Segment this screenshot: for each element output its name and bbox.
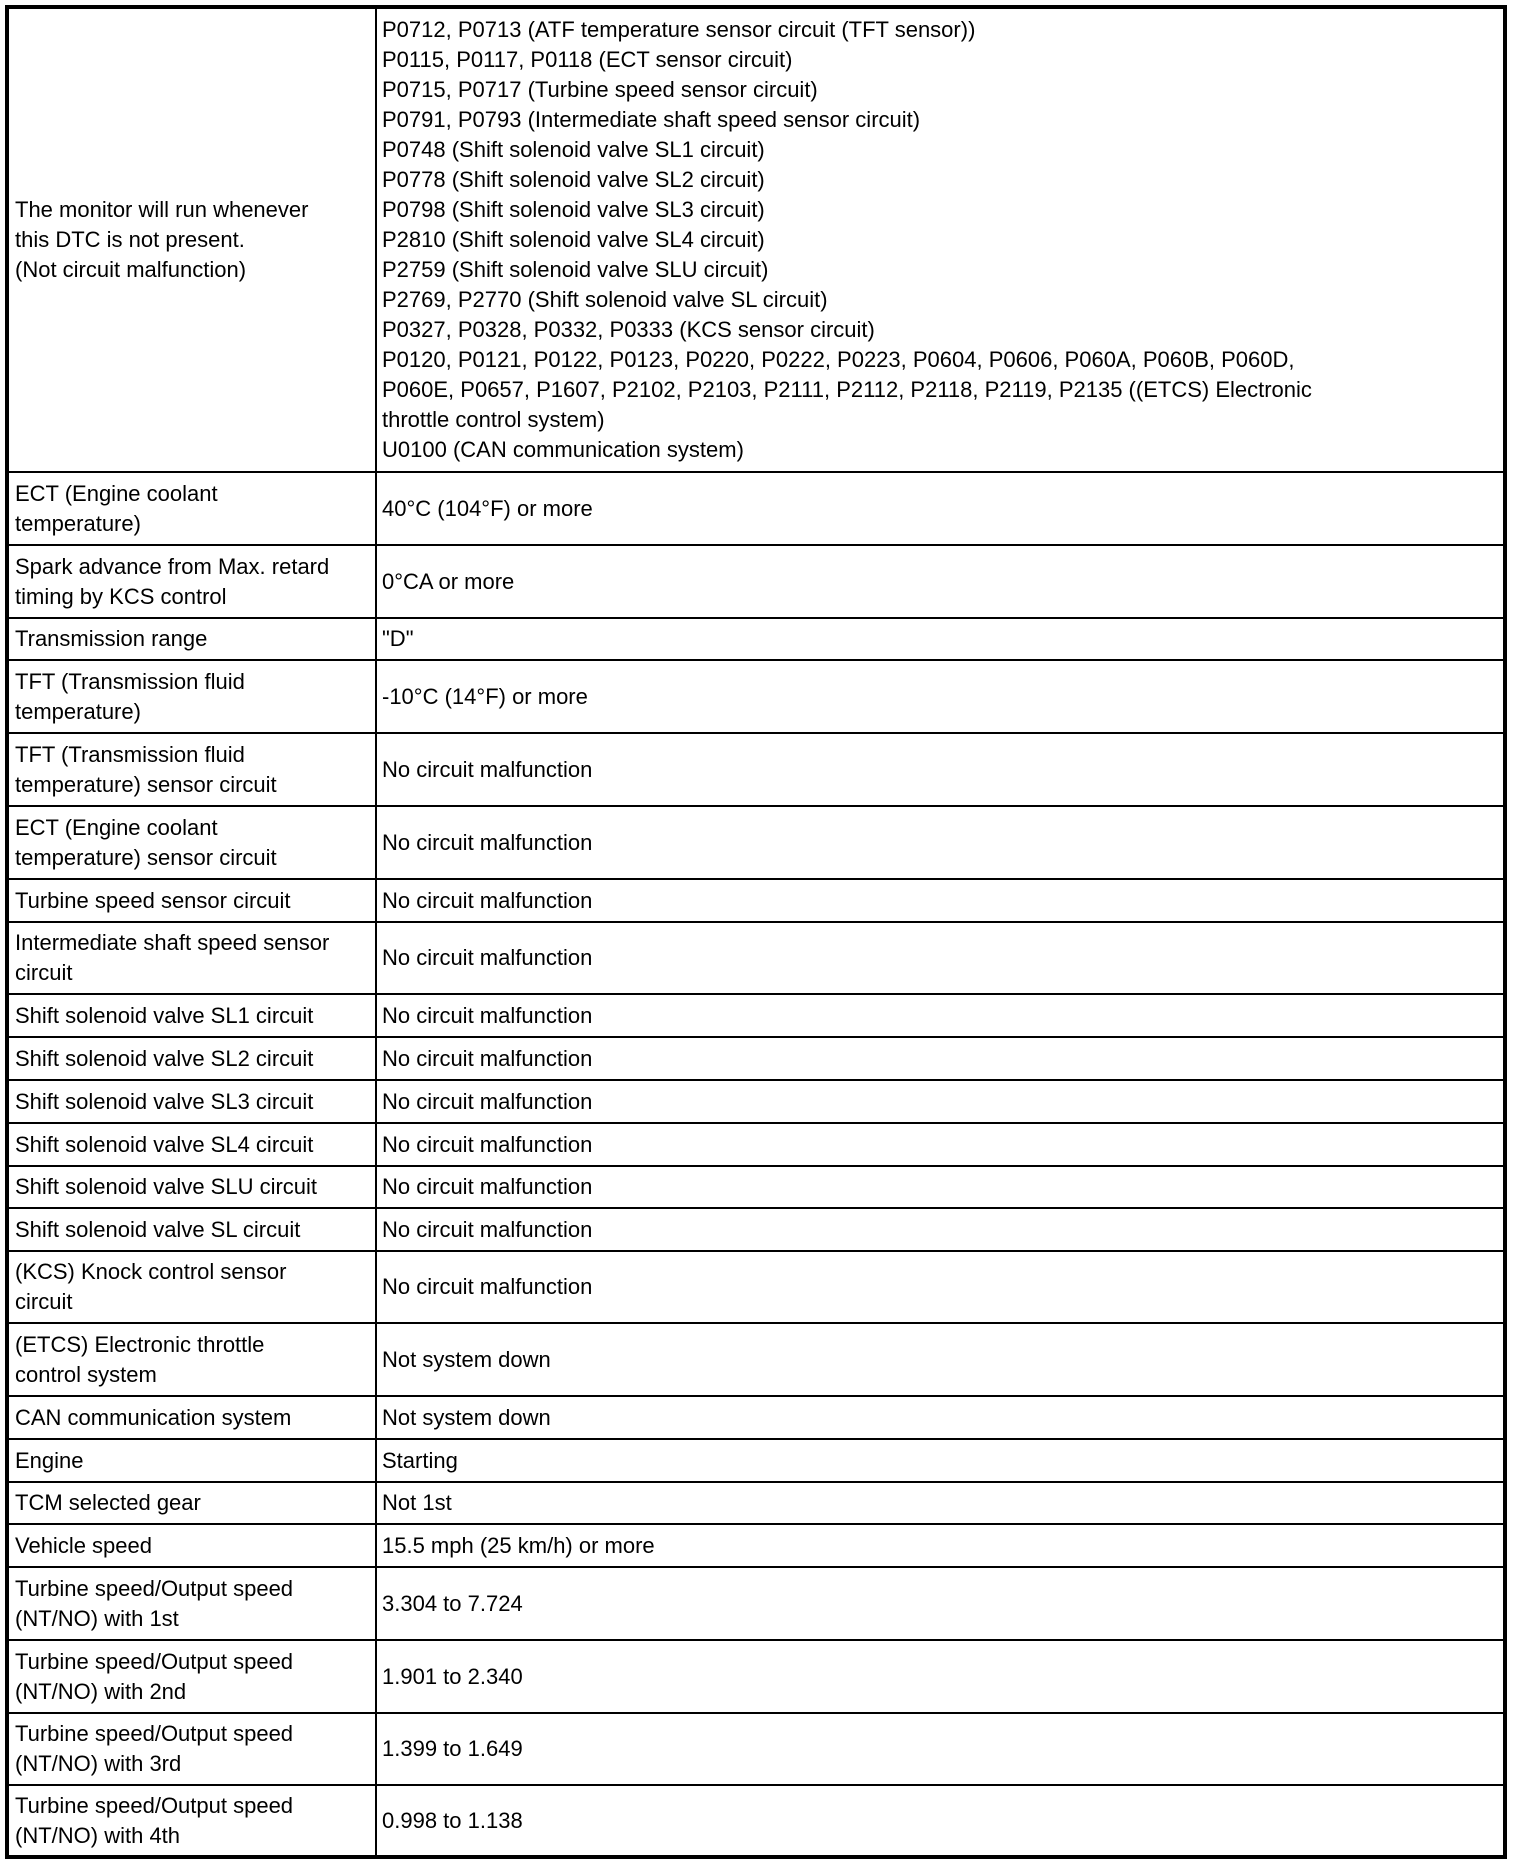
table-row bbox=[7, 1785, 1505, 1857]
condition-cell bbox=[7, 1208, 376, 1251]
table-row bbox=[7, 1208, 1505, 1251]
table-row bbox=[7, 545, 1505, 618]
value-cell: 0.998 to 1.138 bbox=[376, 1785, 1505, 1857]
condition-text: TCM selected gear bbox=[15, 1490, 201, 1515]
condition-text: Vehicle speed bbox=[15, 1532, 152, 1558]
condition-cell bbox=[7, 1123, 376, 1166]
condition-cell bbox=[7, 922, 376, 994]
condition-text: ECT (Engine coolant bbox=[15, 480, 218, 506]
condition-cell bbox=[7, 1640, 376, 1713]
condition-cell bbox=[7, 1166, 376, 1208]
table-row bbox=[7, 1524, 1505, 1567]
value-cell: 0°CA or more bbox=[376, 545, 1505, 618]
value-cell: No circuit malfunction bbox=[376, 733, 1505, 806]
table-row bbox=[7, 1567, 1505, 1640]
dtc-item: P2769, P2770 (Shift solenoid valve SL circuit) bbox=[382, 287, 828, 312]
condition-cell bbox=[7, 660, 376, 733]
table-row bbox=[7, 879, 1505, 922]
condition-text: temperature) bbox=[15, 510, 141, 536]
table-row bbox=[7, 618, 1505, 660]
dtc-item: P0791, P0793 (Intermediate shaft speed sensor circuit) bbox=[382, 107, 921, 132]
value-cell: No circuit malfunction bbox=[376, 879, 1505, 922]
table-row bbox=[7, 994, 1505, 1037]
dtc-list-cell bbox=[376, 7, 1505, 472]
value-cell: No circuit malfunction bbox=[376, 1123, 1505, 1166]
condition-cell bbox=[7, 994, 376, 1037]
dtc-item: P0120, P0121, P0122, P0123, P0220, P0222, P0223, P0604, P0606, P060A, P060B, P060D, bbox=[382, 347, 1295, 372]
condition-cell bbox=[7, 1396, 376, 1439]
condition-text: CAN communication system bbox=[15, 1404, 292, 1430]
dtc-item: P0778 (Shift solenoid valve SL2 circuit) bbox=[382, 167, 765, 192]
dtc-item: P0327, P0328, P0332, P0333 (KCS sensor circuit) bbox=[382, 317, 875, 342]
condition-text: this DTC is not present. bbox=[15, 227, 245, 252]
condition-cell bbox=[7, 1713, 376, 1785]
condition-text: TFT (Transmission fluid bbox=[15, 741, 245, 767]
table-row bbox=[7, 1323, 1505, 1396]
table-row bbox=[7, 1439, 1505, 1482]
condition-cell bbox=[7, 1080, 376, 1123]
table-row bbox=[7, 1713, 1505, 1785]
condition-text: Turbine speed/Output speed bbox=[15, 1575, 294, 1601]
table-row bbox=[7, 1396, 1505, 1439]
condition-text: Turbine speed sensor circuit bbox=[15, 887, 291, 913]
table-row bbox=[7, 922, 1505, 994]
dtc-item: P0748 (Shift solenoid valve SL1 circuit) bbox=[382, 137, 765, 162]
monitor-conditions-table bbox=[5, 5, 1507, 1859]
condition-text: temperature) sensor circuit bbox=[15, 844, 277, 870]
dtc-item: P0798 (Shift solenoid valve SL3 circuit) bbox=[382, 197, 765, 222]
table-row bbox=[7, 660, 1505, 733]
condition-cell bbox=[7, 618, 376, 660]
value-cell: -10°C (14°F) or more bbox=[376, 660, 1505, 733]
table-row bbox=[7, 806, 1505, 879]
condition-text: Turbine speed/Output speed bbox=[15, 1721, 294, 1746]
table-row bbox=[7, 472, 1505, 545]
condition-text: Shift solenoid valve SLU circuit bbox=[15, 1174, 318, 1199]
condition-text: (NT/NO) with 3rd bbox=[15, 1751, 182, 1776]
condition-text: ECT (Engine coolant bbox=[15, 814, 218, 840]
dtc-item: P0712, P0713 (ATF temperature sensor circuit (TFT sensor)) bbox=[382, 17, 976, 42]
condition-text: circuit bbox=[15, 1289, 73, 1314]
dtc-item: P0715, P0717 (Turbine speed sensor circuit) bbox=[382, 77, 818, 102]
table-row bbox=[7, 1640, 1505, 1713]
condition-cell bbox=[7, 472, 376, 545]
value-cell: No circuit malfunction bbox=[376, 994, 1505, 1037]
condition-cell bbox=[7, 1323, 376, 1396]
dtc-item: throttle control system) bbox=[382, 407, 605, 432]
value-cell: "D" bbox=[376, 618, 1505, 660]
condition-cell bbox=[7, 1524, 376, 1567]
condition-cell bbox=[7, 733, 376, 806]
condition-text: Shift solenoid valve SL circuit bbox=[15, 1216, 301, 1242]
condition-text: Shift solenoid valve SL2 circuit bbox=[15, 1045, 314, 1071]
value-cell: No circuit malfunction bbox=[376, 1037, 1505, 1080]
condition-text: timing by KCS control bbox=[15, 583, 227, 609]
condition-cell bbox=[7, 1785, 376, 1857]
condition-text: Shift solenoid valve SL1 circuit bbox=[15, 1002, 314, 1028]
condition-text: (NT/NO) with 2nd bbox=[15, 1678, 187, 1704]
table-row bbox=[7, 733, 1505, 806]
table-row bbox=[7, 1037, 1505, 1080]
condition-text: (ETCS) Electronic throttle bbox=[15, 1331, 265, 1357]
dtc-item: U0100 (CAN communication system) bbox=[382, 437, 744, 462]
condition-cell bbox=[7, 806, 376, 879]
table-row bbox=[7, 1251, 1505, 1323]
value-cell: No circuit malfunction bbox=[376, 1080, 1505, 1123]
condition-text: Shift solenoid valve SL3 circuit bbox=[15, 1088, 314, 1114]
value-cell: Not system down bbox=[376, 1396, 1505, 1439]
value-cell: No circuit malfunction bbox=[376, 1251, 1505, 1323]
condition-cell bbox=[7, 1482, 376, 1524]
condition-cell bbox=[7, 1037, 376, 1080]
value-cell: 1.901 to 2.340 bbox=[376, 1640, 1505, 1713]
table-row bbox=[7, 1166, 1505, 1208]
value-cell: Not 1st bbox=[376, 1482, 1505, 1524]
condition-text: (NT/NO) with 4th bbox=[15, 1822, 181, 1848]
dtc-item: P0115, P0117, P0118 (ECT sensor circuit) bbox=[382, 47, 793, 72]
table-row bbox=[7, 1482, 1505, 1524]
value-cell: 3.304 to 7.724 bbox=[376, 1567, 1505, 1640]
dtc-item: P060E, P0657, P1607, P2102, P2103, P2111, P2112, P2118, P2119, P2135 ((ETCS) Electronic bbox=[382, 377, 1312, 402]
condition-text: Turbine speed/Output speed bbox=[15, 1792, 294, 1818]
condition-text: Shift solenoid valve SL4 circuit bbox=[15, 1131, 314, 1157]
value-cell: No circuit malfunction bbox=[376, 1166, 1505, 1208]
condition-text: (KCS) Knock control sensor bbox=[15, 1259, 287, 1284]
table-row bbox=[7, 1123, 1505, 1166]
condition-text: The monitor will run whenever bbox=[15, 197, 309, 222]
condition-text: Transmission range bbox=[15, 626, 208, 651]
condition-text: control system bbox=[15, 1361, 157, 1387]
condition-text: temperature) sensor circuit bbox=[15, 771, 277, 797]
condition-text: Spark advance from Max. retard bbox=[15, 553, 330, 579]
dtc-item: P2759 (Shift solenoid valve SLU circuit) bbox=[382, 257, 769, 282]
condition-cell bbox=[7, 545, 376, 618]
condition-cell bbox=[7, 1567, 376, 1640]
condition-text: TFT (Transmission fluid bbox=[15, 668, 245, 694]
value-cell: Not system down bbox=[376, 1323, 1505, 1396]
table-row bbox=[7, 7, 1505, 472]
dtc-item: P2810 (Shift solenoid valve SL4 circuit) bbox=[382, 227, 765, 252]
value-cell: No circuit malfunction bbox=[376, 1208, 1505, 1251]
value-cell: No circuit malfunction bbox=[376, 806, 1505, 879]
condition-text: Turbine speed/Output speed bbox=[15, 1648, 294, 1674]
condition-text: (Not circuit malfunction) bbox=[15, 257, 247, 282]
condition-cell bbox=[7, 1251, 376, 1323]
table-row bbox=[7, 1080, 1505, 1123]
condition-cell bbox=[7, 7, 376, 472]
value-cell: 40°C (104°F) or more bbox=[376, 472, 1505, 545]
value-cell: 1.399 to 1.649 bbox=[376, 1713, 1505, 1785]
value-cell: 15.5 mph (25 km/h) or more bbox=[376, 1524, 1505, 1567]
value-cell: Starting bbox=[376, 1439, 1505, 1482]
condition-text: circuit bbox=[15, 960, 73, 985]
condition-text: Intermediate shaft speed sensor bbox=[15, 930, 330, 955]
value-cell: No circuit malfunction bbox=[376, 922, 1505, 994]
condition-text: temperature) bbox=[15, 698, 141, 724]
condition-cell bbox=[7, 879, 376, 922]
condition-text: (NT/NO) with 1st bbox=[15, 1605, 179, 1631]
condition-cell bbox=[7, 1439, 376, 1482]
condition-text: Engine bbox=[15, 1447, 84, 1473]
